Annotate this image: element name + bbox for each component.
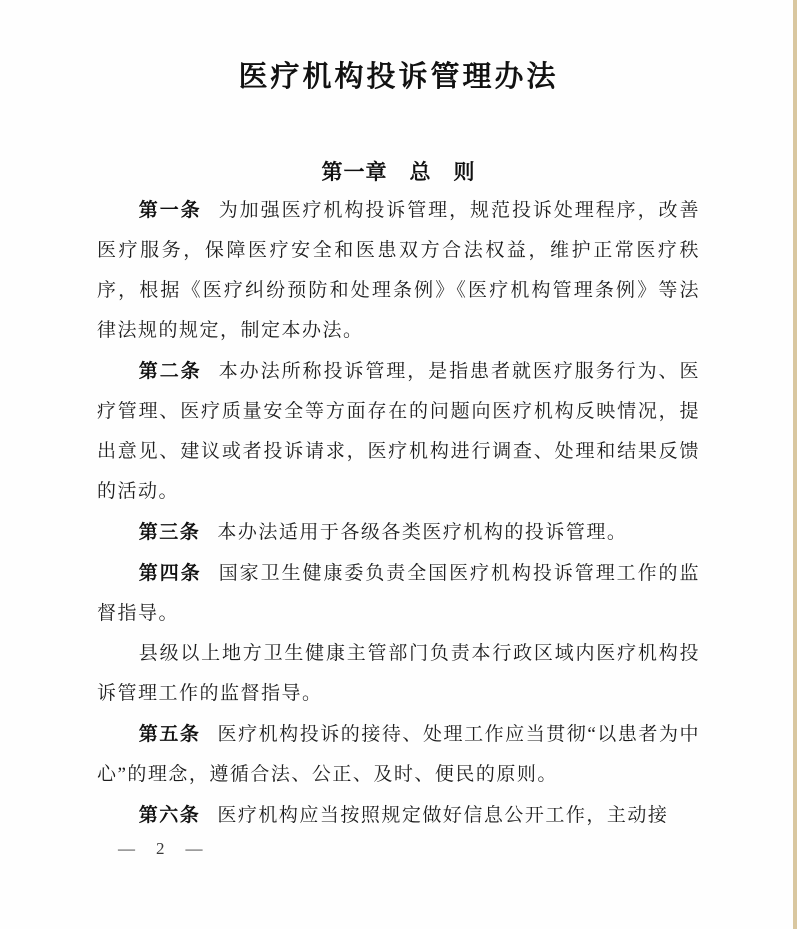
article-label: 第二条 — [138, 360, 202, 382]
paragraph — [97, 795, 700, 836]
page-number: — 2 — — [118, 839, 205, 858]
paragraph — [97, 714, 700, 795]
article-text: 县级以上地方卫生健康主管部门负责本行政区域内医疗机构投诉管理工作的监督指导。 — [97, 643, 700, 704]
article-text: 本办法适用于各级各类医疗机构的投诉管理。 — [217, 522, 628, 543]
paragraph — [97, 634, 700, 714]
document-title: 医疗机构投诉管理办法 — [238, 59, 559, 93]
paragraph — [97, 190, 700, 351]
article-label: 第三条 — [138, 521, 201, 543]
scan-edge-line — [793, 0, 797, 929]
article-label: 第五条 — [138, 723, 201, 745]
article-text: 本办法所称投诉管理，是指患者就医疗服务行为、医疗管理、医疗质量安全等方面存在的问题向医疗机构反映情况，提出意见、建议或者投诉请求，医疗机构进行调查、处理和结果反馈的活动。 — [97, 361, 700, 502]
article-text: 医疗机构应当按照规定做好信息公开工作，主动接 — [217, 805, 669, 826]
article-label: 第四条 — [138, 562, 202, 584]
paragraph — [97, 553, 700, 634]
article-text: 医疗机构投诉的接待、处理工作应当贯彻“以患者为中心”的理念，遵循合法、公正、及时、便民的原则。 — [97, 724, 700, 785]
article-label: 第六条 — [138, 804, 201, 826]
paragraph — [97, 351, 700, 512]
paragraph — [97, 512, 700, 553]
article-text: 国家卫生健康委负责全国医疗机构投诉管理工作的监督指导。 — [97, 563, 700, 624]
article-label: 第一条 — [138, 199, 202, 221]
document-body — [97, 190, 700, 836]
article-text: 为加强医疗机构投诉管理，规范投诉处理程序，改善医疗服务，保障医疗安全和医患双方合法权益，维护正常医疗秩序，根据《医疗纠纷预防和处理条例》《医疗机构管理条例》等法律法规的规定，制定本办法。 — [97, 200, 700, 341]
chapter-heading: 第一章 总 则 — [321, 160, 476, 184]
